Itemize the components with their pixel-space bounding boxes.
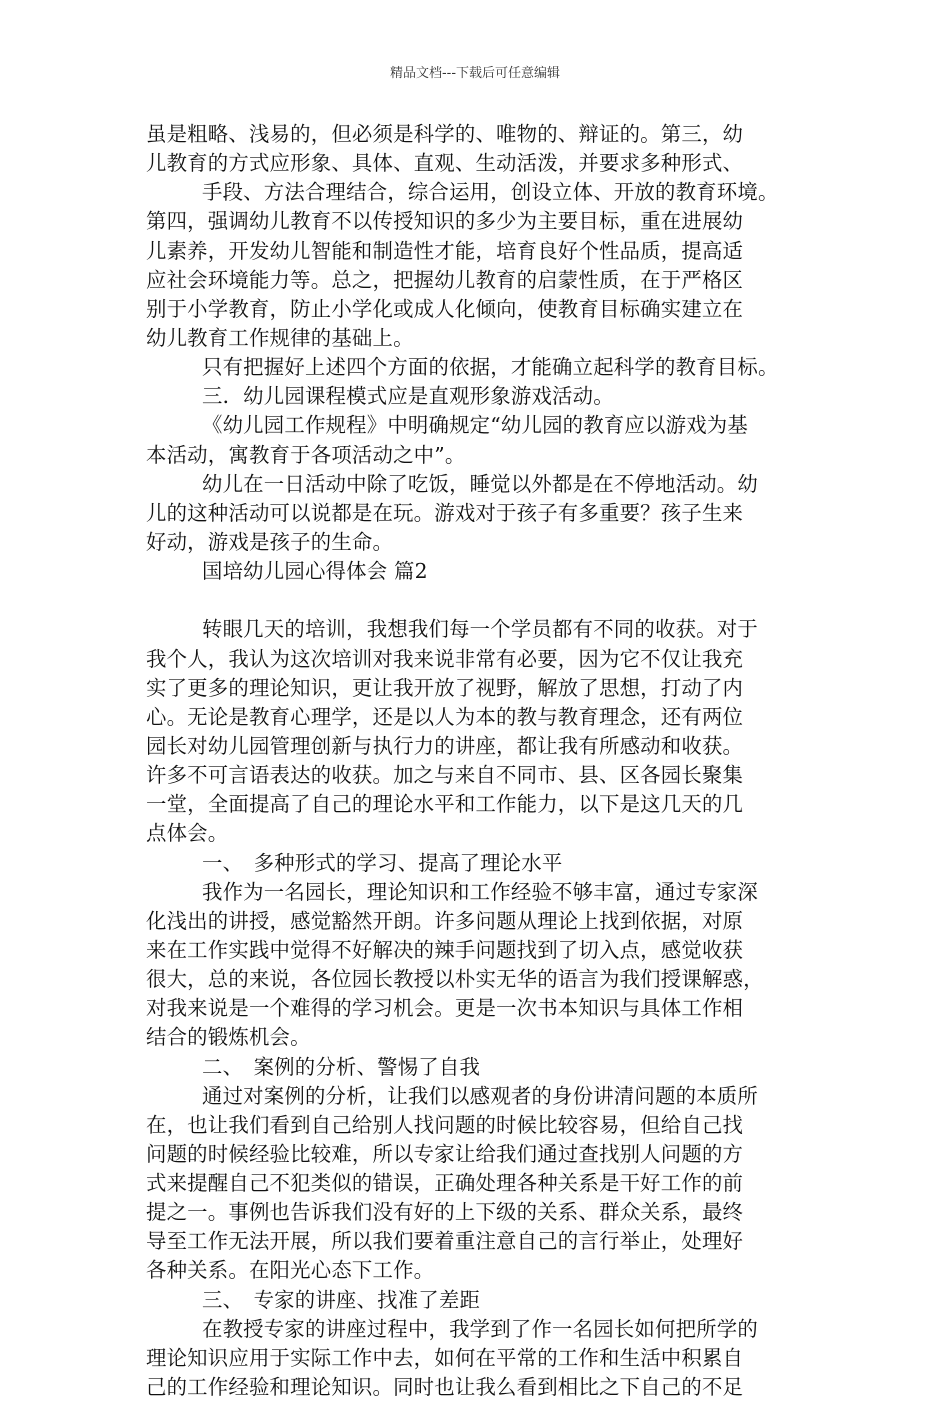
text-line: 园长对幼儿园管理创新与执行力的讲座，都让我有所感动和收获。 [146, 733, 744, 758]
text-line: 对我来说是一个难得的学习机会。更是一次书本知识与具体工作相 [146, 996, 744, 1021]
text-line: 转眼几天的培训，我想我们每一个学员都有不同的收获。对于 [202, 617, 758, 642]
document-body [146, 120, 814, 1402]
text-line: 《幼儿园工作规程》中明确规定“幼儿园的教育应以游戏为基 [202, 413, 748, 438]
text-line: 问题的时候经验比较难，所以专家让给我们通过查找别人问题的方 [146, 1141, 744, 1166]
text-line: 在，也让我们看到自己给别人找问题的时候比较容易，但给自己找 [146, 1112, 744, 1137]
text-line: 很大，总的来说，各位园长教授以朴实无华的语言为我们授课解惑， [146, 967, 764, 992]
text-line: 实了更多的理论知识，更让我开放了视野，解放了思想，打动了内 [146, 675, 744, 700]
text-line: 手段、方法合理结合，综合运用，创设立体、开放的教育环境。 [202, 180, 779, 205]
blank-line [146, 586, 814, 615]
text-line: 应社会环境能力等。总之，把握幼儿教育的启蒙性质，在于严格区 [146, 267, 744, 292]
text-line: 二、 案例的分析、警惕了自我 [202, 1054, 481, 1079]
page-header: 精品文档---下载后可任意编辑 [389, 66, 561, 81]
text-line: 三、 专家的讲座、找准了差距 [202, 1287, 481, 1312]
text-line: 提之一。事例也告诉我们没有好的上下级的关系、群众关系，最终 [146, 1200, 744, 1225]
text-line: 三．幼儿园课程模式应是直观形象游戏活动。 [202, 384, 614, 409]
text-line: 虽是粗略、浅易的，但必须是科学的、唯物的、辩证的。第三，幼 [146, 122, 744, 146]
text-line: 一、 多种形式的学习、提高了理论水平 [202, 850, 563, 875]
text-line: 许多不可言语表达的收获。加之与来自不同市、县、区各园长聚集 [146, 763, 744, 788]
text-line: 幼儿在一日活动中除了吃饭，睡觉以外都是在不停地活动。幼 [202, 471, 758, 496]
text-line: 别于小学教育，防止小学化或成人化倾向，使教育目标确实建立在 [146, 296, 744, 321]
text-line: 第四，强调幼儿教育不以传授知识的多少为主要目标，重在进展幼 [146, 209, 744, 234]
text-line: 幼儿教育工作规律的基础上。 [146, 325, 414, 350]
text-line: 通过对案例的分析，让我们以感观者的身份讲清问题的本质所 [202, 1083, 758, 1108]
text-line: 好动，游戏是孩子的生命。 [146, 529, 394, 554]
text-line: 来在工作实践中觉得不好解决的辣手问题找到了切入点，感觉收获 [146, 937, 744, 962]
text-line: 只有把握好上述四个方面的依据，才能确立起科学的教育目标。 [202, 355, 779, 380]
text-line: 式来提醒自己不犯类似的错误，正确处理各种关系是干好工作的前 [146, 1171, 744, 1196]
text-line: 化浅出的讲授，感觉豁然开朗。许多问题从理论上找到依据，对原 [146, 908, 744, 933]
text-line: 儿的这种活动可以说都是在玩。游戏对于孩子有多重要？孩子生来 [146, 500, 744, 525]
text-line: 理论知识应用于实际工作中去，如何在平常的工作和生活中积累自 [146, 1345, 744, 1370]
text-line: 各种关系。在阳光心态下工作。 [146, 1258, 435, 1283]
text-line: 导至工作无法开展，所以我们要着重注意自己的言行举止，处理好 [146, 1229, 744, 1254]
text-line: 结合的锻炼机会。 [146, 1025, 311, 1050]
text-line: 我个人，我认为这次培训对我来说非常有必要，因为它不仅让我充 [146, 646, 744, 671]
text-line: 儿素养，开发幼儿智能和制造性才能，培育良好个性品质，提高适 [146, 238, 744, 263]
text-line: 我作为一名园长，理论知识和工作经验不够丰富，通过专家深 [202, 879, 758, 904]
text-line: 己的工作经验和理论知识。同时也让我么看到相比之下自己的不足 [146, 1375, 744, 1400]
text-line: 在教授专家的讲座过程中，我学到了作一名园长如何把所学的 [202, 1316, 758, 1341]
text-line: 本活动，寓教育于各项活动之中”。 [146, 442, 466, 467]
text-line: 心。无论是教育心理学，还是以人为本的教与教育理念，还有两位 [146, 704, 744, 729]
text-line: 一堂，全面提高了自己的理论水平和工作能力，以下是这几天的几 [146, 792, 744, 817]
text-line: 国培幼儿园心得体会 篇2 [202, 559, 428, 584]
text-line: 点体会。 [146, 821, 229, 846]
text-line: 儿教育的方式应形象、具体、直观、生动活泼，并要求多种形式、 [146, 151, 744, 176]
